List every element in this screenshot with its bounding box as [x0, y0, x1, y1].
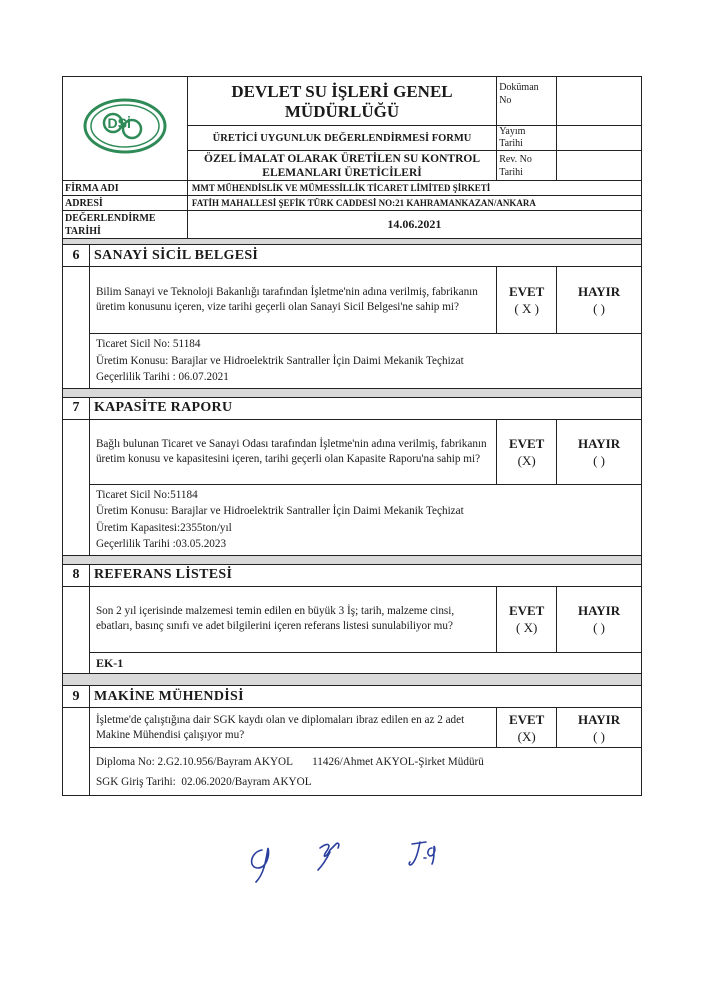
section-7-no-label: HAYIR: [577, 435, 621, 451]
section-8-yes-mark: ( X): [516, 620, 538, 635]
signature-2: [318, 843, 339, 870]
section-9-details: [89, 748, 641, 796]
section-9-yes-label: EVET: [508, 711, 545, 727]
eval-date-label2: TARİHİ: [65, 225, 101, 237]
section-6-yes-label: EVET: [508, 284, 545, 299]
section-8-detail-1: EK-1: [89, 652, 641, 674]
meta-doc-label1: Doküman: [499, 82, 539, 93]
signature-3: [409, 842, 435, 865]
meta-rev-label1: Rev. No: [499, 153, 532, 165]
section-8-no-label: HAYIR: [577, 603, 621, 618]
section-7-detail-4: Geçerlilik Tarihi :03.05.2023: [95, 538, 227, 550]
address-label: ADRESİ: [63, 196, 188, 211]
section-8-title: REFERANS LİSTESİ: [89, 564, 641, 586]
meta-rev-label2: Tarihi: [499, 166, 523, 178]
section-9-detail-2: SGK Giriş Tarihi: 02.06.2020/Bayram AKYOL: [95, 775, 312, 788]
meta-doc-value: [557, 77, 642, 126]
section-9-no-mark: ( ): [593, 728, 606, 744]
section-9-detail-1: Diploma No: 2.G2.10.956/Bayram AKYOL 11426/Ahmet AKYOL-Şirket Müdürü: [95, 755, 484, 768]
section-9-no-label: HAYIR: [577, 711, 621, 727]
eval-date-value: 14.06.2021: [187, 211, 641, 239]
section-6-detail-3: Geçerlilik Tarihi : 06.07.2021: [95, 371, 229, 383]
section-7-details: [89, 484, 641, 555]
meta-pub-label1: Yayım: [499, 126, 526, 137]
section-6-yes-mark: ( X ): [514, 301, 539, 316]
firm-name-label: FİRMA ADI: [63, 181, 188, 196]
section-9-question: İşletme'de çalıştığına dair SGK kaydı olan ve diplomaları ibraz edilen en az 2 adet Makine Mühendisi çalışıyor mu?: [89, 708, 496, 748]
section-7-detail-3: Üretim Kapasitesi:2355ton/yıl: [95, 521, 232, 534]
org-title-line2: MÜDÜRLÜĞÜ: [284, 102, 400, 121]
section-9-title: MAKİNE MÜHENDİSİ: [89, 686, 641, 708]
section-6-details: [89, 334, 641, 389]
section-6-no-mark: ( ): [593, 301, 606, 316]
logo-letter-d: DSİ: [107, 115, 131, 131]
meta-pub-value: [557, 126, 642, 151]
meta-pub-label2: Tarihi: [499, 138, 523, 149]
eval-date-label1: DEĞERLENDİRME: [65, 212, 156, 224]
section-6-detail-2: Üretim Konusu: Barajlar ve Hidroelektrik Santraller İçin Daimi Mekanik Teçhizat: [95, 354, 464, 367]
org-title-line1: DEVLET SU İŞLERİ GENEL: [231, 82, 453, 101]
firm-name-value: MMT MÜHENDİSLİK VE MÜMESSİLLİK TİCARET LİMİTED ŞİRKETİ: [187, 181, 641, 196]
form-title: ÜRETİCİ UYGUNLUK DEĞERLENDİRMESİ FORMU: [187, 126, 496, 151]
section-8-yes-label: EVET: [508, 603, 545, 618]
logo-cell: [63, 77, 188, 181]
section-7-detail-2: Üretim Konusu: Barajlar ve Hidroelektrik Santraller İçin Daimi Mekanik Teçhizat: [95, 505, 464, 517]
section-7-title: KAPASİTE RAPORU: [89, 397, 641, 419]
dsi-logo: [80, 96, 170, 156]
form-subtitle-line2: ELEMANLARI ÜRETİCİLERİ: [262, 166, 422, 179]
section-6-title: SANAYİ SİCİL BELGESİ: [89, 245, 641, 267]
section-8-no-mark: ( ): [593, 620, 606, 635]
section-7-number: 7: [63, 397, 90, 419]
section-8-question: Son 2 yıl içerisinde malzemesi temin edilen en büyük 3 İş; tarih, malzeme cinsi, ebatları, basınç sınıfı ve adet bilgilerini içeren referans listesi sunulabiliyor mu?: [89, 586, 496, 652]
meta-doc-label2: No: [499, 95, 512, 106]
signature-1: [252, 848, 269, 882]
section-7-detail-1: Ticaret Sicil No:51184: [95, 488, 198, 501]
section-6-number: 6: [63, 245, 90, 267]
section-7-yes-mark: (X): [517, 452, 536, 468]
form-subtitle-line1: ÖZEL İMALAT OLARAK ÜRETİLEN SU KONTROL: [204, 152, 480, 165]
section-7-question: Bağlı bulunan Ticaret ve Sanayi Odası tarafından İşletme'nin adına verilmiş, fabrikanın üretim konusu ve kapasitesini içeren, tarihi geçerli olan Kapasite Raporu'na sahip mi?: [89, 419, 496, 484]
section-6-no-label: HAYIR: [577, 284, 621, 299]
address-value: FATİH MAHALLESİ ŞEFİK TÜRK CADDESİ NO:21 KAHRAMANKAZAN/ANKARA: [187, 196, 641, 211]
evaluation-form: [62, 76, 642, 796]
section-6-detail-1: Ticaret Sicil No: 51184: [95, 338, 201, 350]
meta-rev-value: [557, 151, 642, 181]
signatures: [240, 830, 500, 885]
section-7-no-mark: ( ): [593, 452, 606, 468]
section-9-number: 9: [63, 686, 90, 708]
section-7-yes-label: EVET: [508, 435, 545, 451]
section-8-number: 8: [63, 564, 90, 586]
section-6-question: Bilim Sanayi ve Teknoloji Bakanlığı tarafından İşletme'nin adına verilmiş, fabrikanın üretim konusunu içeren, vize tarihi geçerli olan Sanayi Sicil Belgesi'ne sahip mi?: [89, 267, 496, 334]
section-9-yes-mark: (X): [517, 728, 536, 744]
